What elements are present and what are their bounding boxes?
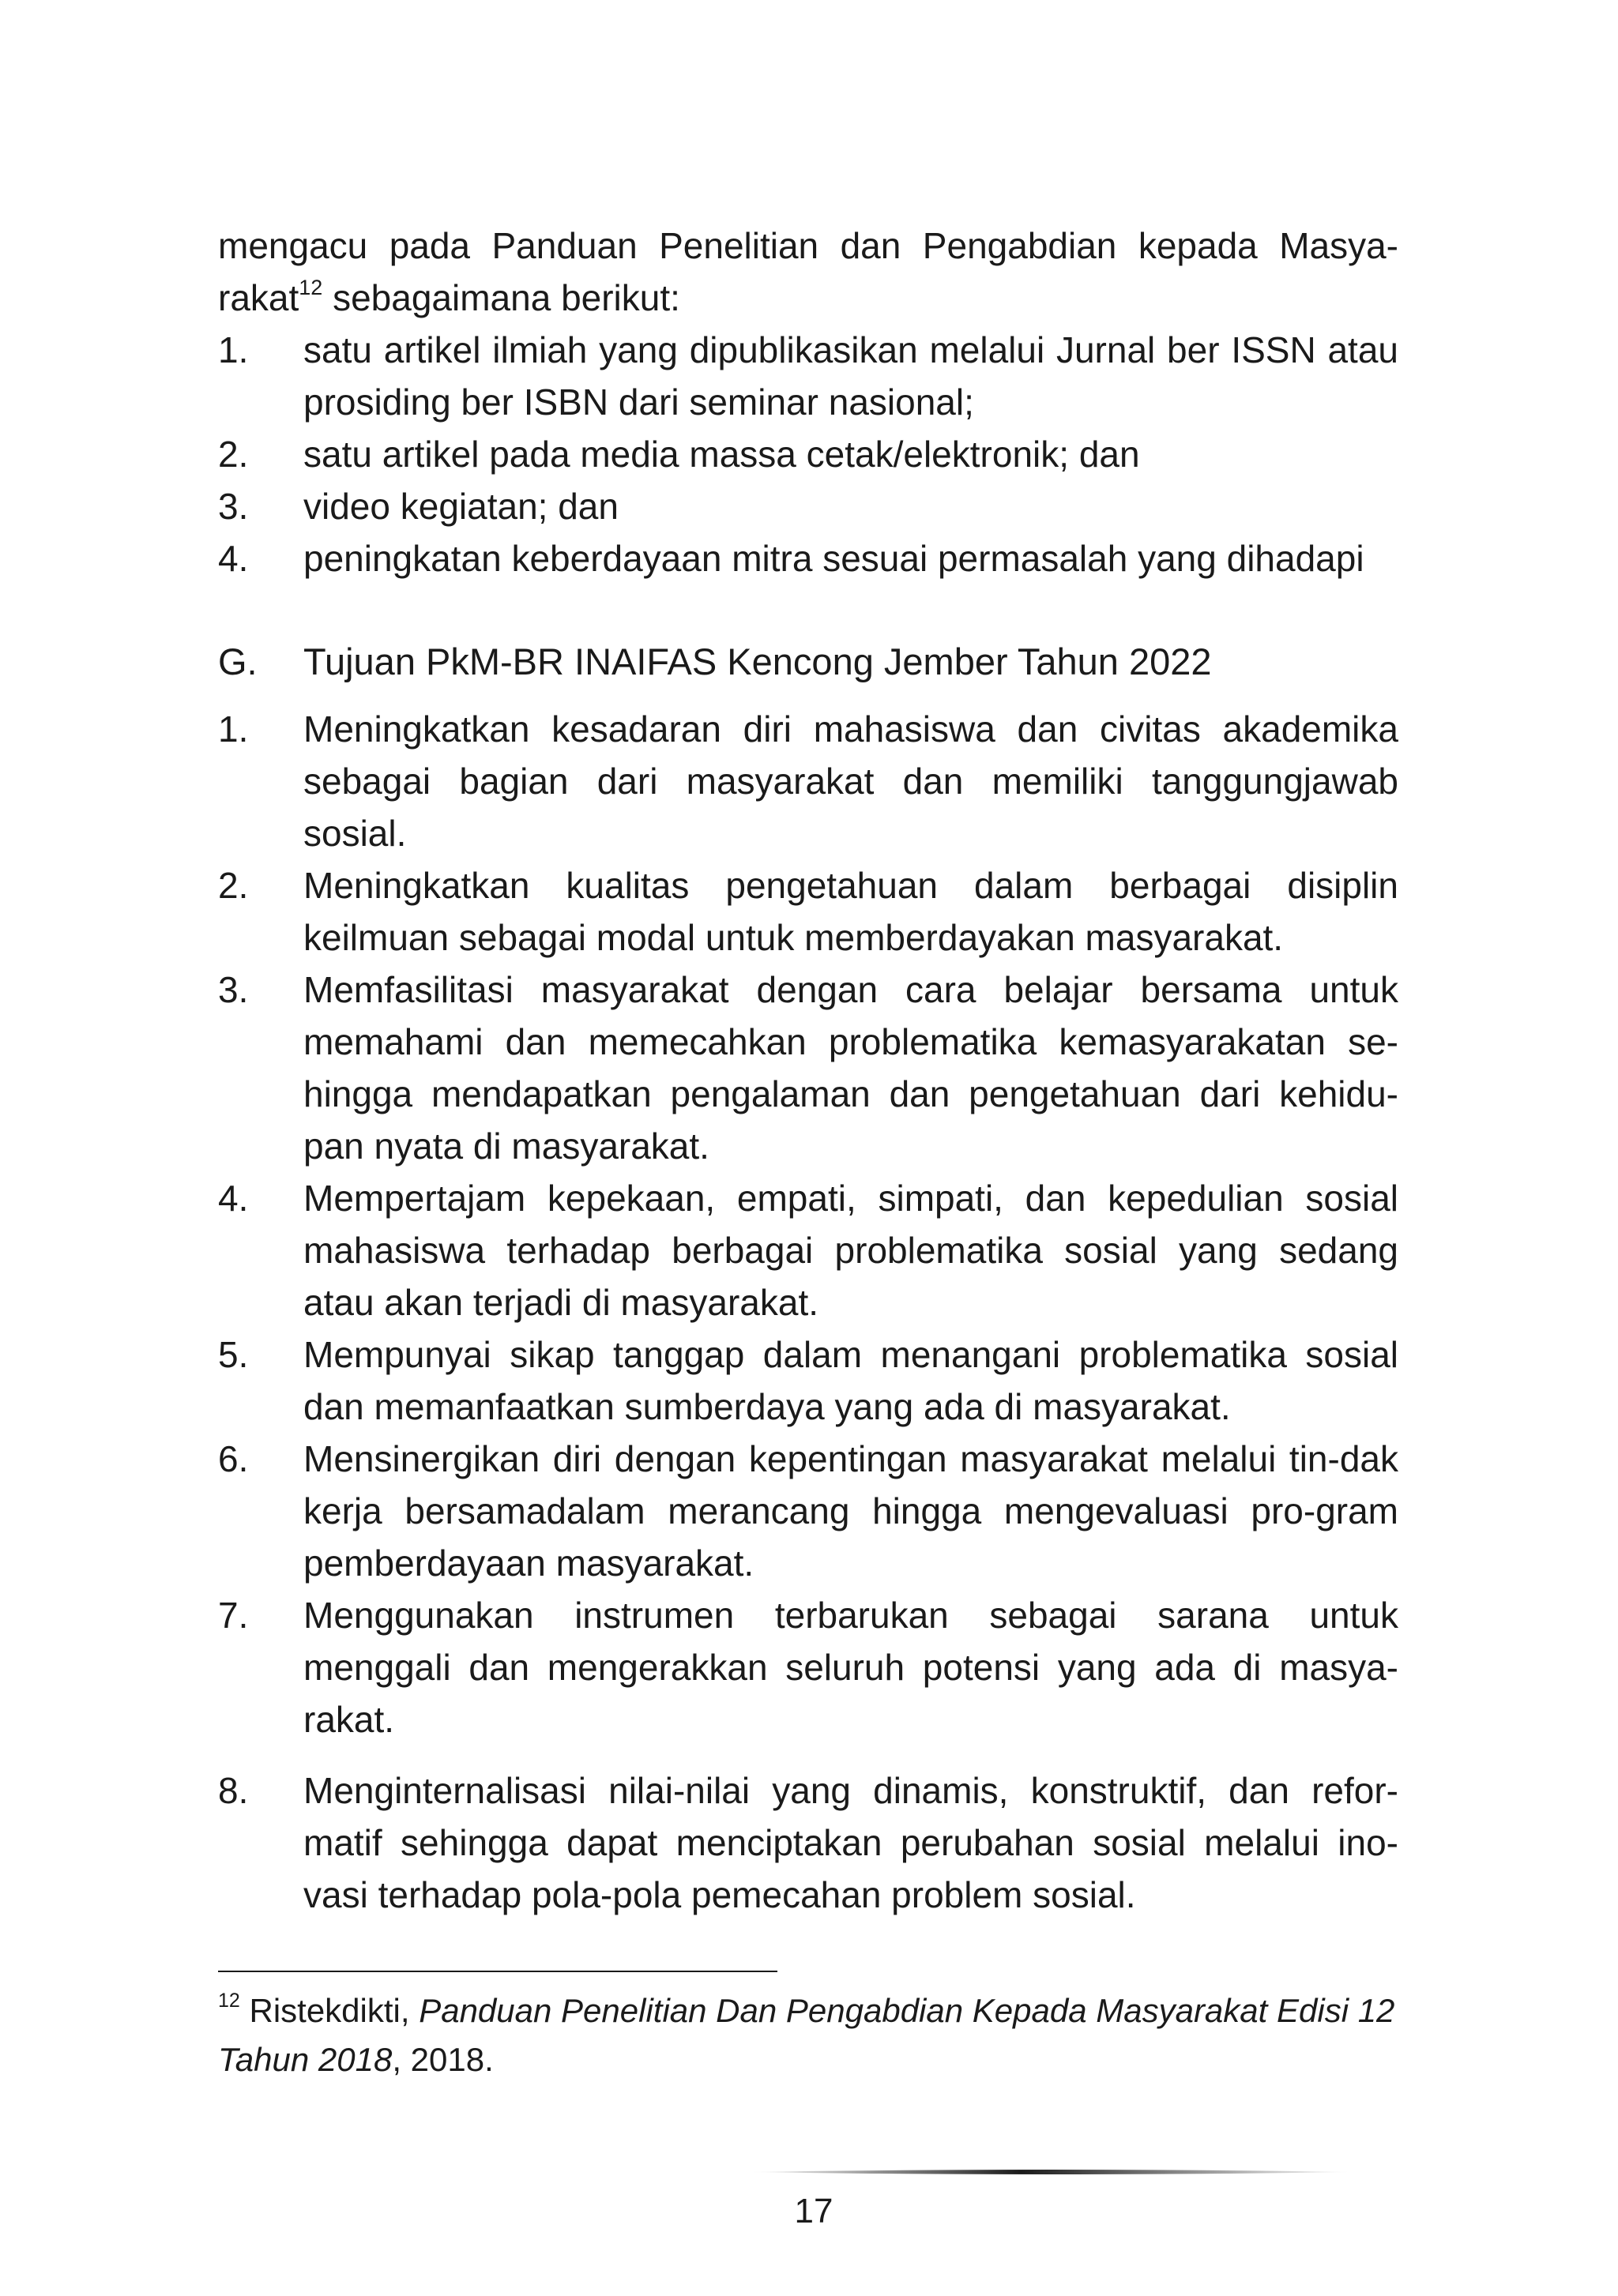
page-number: 17 (794, 2192, 833, 2230)
intro-line-2 (218, 272, 1398, 324)
list-item (218, 964, 1398, 1172)
footnote-reference[interactable]: 12 (299, 275, 323, 299)
section-heading (218, 636, 1398, 688)
list-text: satu artikel pada media massa cetak/elektronik; dan (303, 434, 1140, 475)
footnote-marker: 12 (218, 1990, 240, 2012)
list-number: 3. (218, 486, 249, 527)
footnote-author: Ristekdikti, (239, 1992, 420, 2029)
footnote-divider (218, 1971, 777, 1972)
section-letter: G. (218, 641, 258, 682)
list-number: 4. (218, 1178, 249, 1219)
footnote-year: , 2018. (392, 2041, 494, 2078)
list-number: 1. (218, 329, 249, 370)
list-item (218, 1589, 1398, 1745)
goals-list (218, 703, 1398, 1921)
page-footer-ornament (751, 2167, 1351, 2177)
list-number: 7. (218, 1595, 249, 1636)
list-number: 1. (218, 708, 249, 750)
list-item (218, 859, 1398, 964)
list-item (218, 1764, 1398, 1921)
list-text: Menggunakan instrumen terbarukan sebagai sarana untuk menggali dan mengerakkan seluruh potensi yang ada di masya-rakat. (303, 1595, 1398, 1740)
list-item (218, 1328, 1398, 1433)
list-text: Mensinergikan diri dengan kepentingan masyarakat melalui tin-dak kerja bersamadalam merancang hingga mengevaluasi pro-gram pemberdayaan masyarakat. (303, 1438, 1398, 1584)
list-item (218, 703, 1398, 859)
list-number: 8. (218, 1770, 249, 1811)
list-text: satu artikel ilmiah yang dipublikasikan melalui Jurnal ber ISSN atau prosiding ber ISBN dari seminar nasional; (303, 329, 1398, 423)
list-text: Meningkatkan kualitas pengetahuan dalam berbagai disiplin keilmuan sebagai modal untuk memberdayakan masyarakat. (303, 865, 1398, 958)
list-item (218, 532, 1398, 584)
list-text: Menginternalisasi nilai-nilai yang dinamis, konstruktif, dan refor-matif sehingga dapat menciptakan perubahan sosial melalui ino-vasi terhadap pola-pola pemecahan problem sosial. (303, 1770, 1398, 1915)
list-item (218, 1433, 1398, 1589)
list-number: 3. (218, 969, 249, 1010)
intro-line-1: mengacu pada Panduan Penelitian dan Pengabdian kepada Masya- (218, 225, 1398, 266)
section-title: Tujuan PkM-BR INAIFAS Kencong Jember Tahun 2022 (303, 641, 1212, 682)
footnote (218, 1986, 1398, 2084)
list-item (218, 428, 1398, 480)
list-item (218, 1172, 1398, 1328)
list-number: 4. (218, 538, 249, 579)
intro-line-2-end: sebagaimana berikut: (322, 277, 680, 318)
outputs-list (218, 324, 1398, 584)
list-text: video kegiatan; dan (303, 486, 619, 527)
list-text: Memfasilitasi masyarakat dengan cara belajar bersama untuk memahami dan memecahkan problematika kemasyarakatan se-hingga mendapatkan pengalaman dan pengetahuan dari kehidu-pan nyata di masyarakat. (303, 969, 1398, 1167)
list-item (218, 480, 1398, 532)
footnote-title: Panduan Penelitian Dan Pengabdian Kepada Masyarakat Edisi 12 Tahun 2018 (218, 1992, 1395, 2078)
list-item (218, 324, 1398, 428)
list-text: Mempertajam kepekaan, empati, simpati, dan kepedulian sosial mahasiswa terhadap berbagai problematika sosial yang sedang atau akan terjadi di masyarakat. (303, 1178, 1398, 1323)
list-text: Meningkatkan kesadaran diri mahasiswa dan civitas akademika sebagai bagian dari masyarakat dan memiliki tanggungjawab sosial. (303, 708, 1398, 854)
intro-paragraph (218, 220, 1398, 324)
list-text: Mempunyai sikap tanggap dalam menangani problematika sosial dan memanfaatkan sumberdaya yang ada di masyarakat. (303, 1334, 1398, 1427)
list-number: 2. (218, 434, 249, 475)
intro-line-2-start: rakat (218, 277, 299, 318)
list-text: peningkatan keberdayaan mitra sesuai permasalah yang dihadapi (303, 538, 1364, 579)
list-number: 2. (218, 865, 249, 906)
list-number: 5. (218, 1334, 249, 1375)
list-number: 6. (218, 1438, 249, 1479)
